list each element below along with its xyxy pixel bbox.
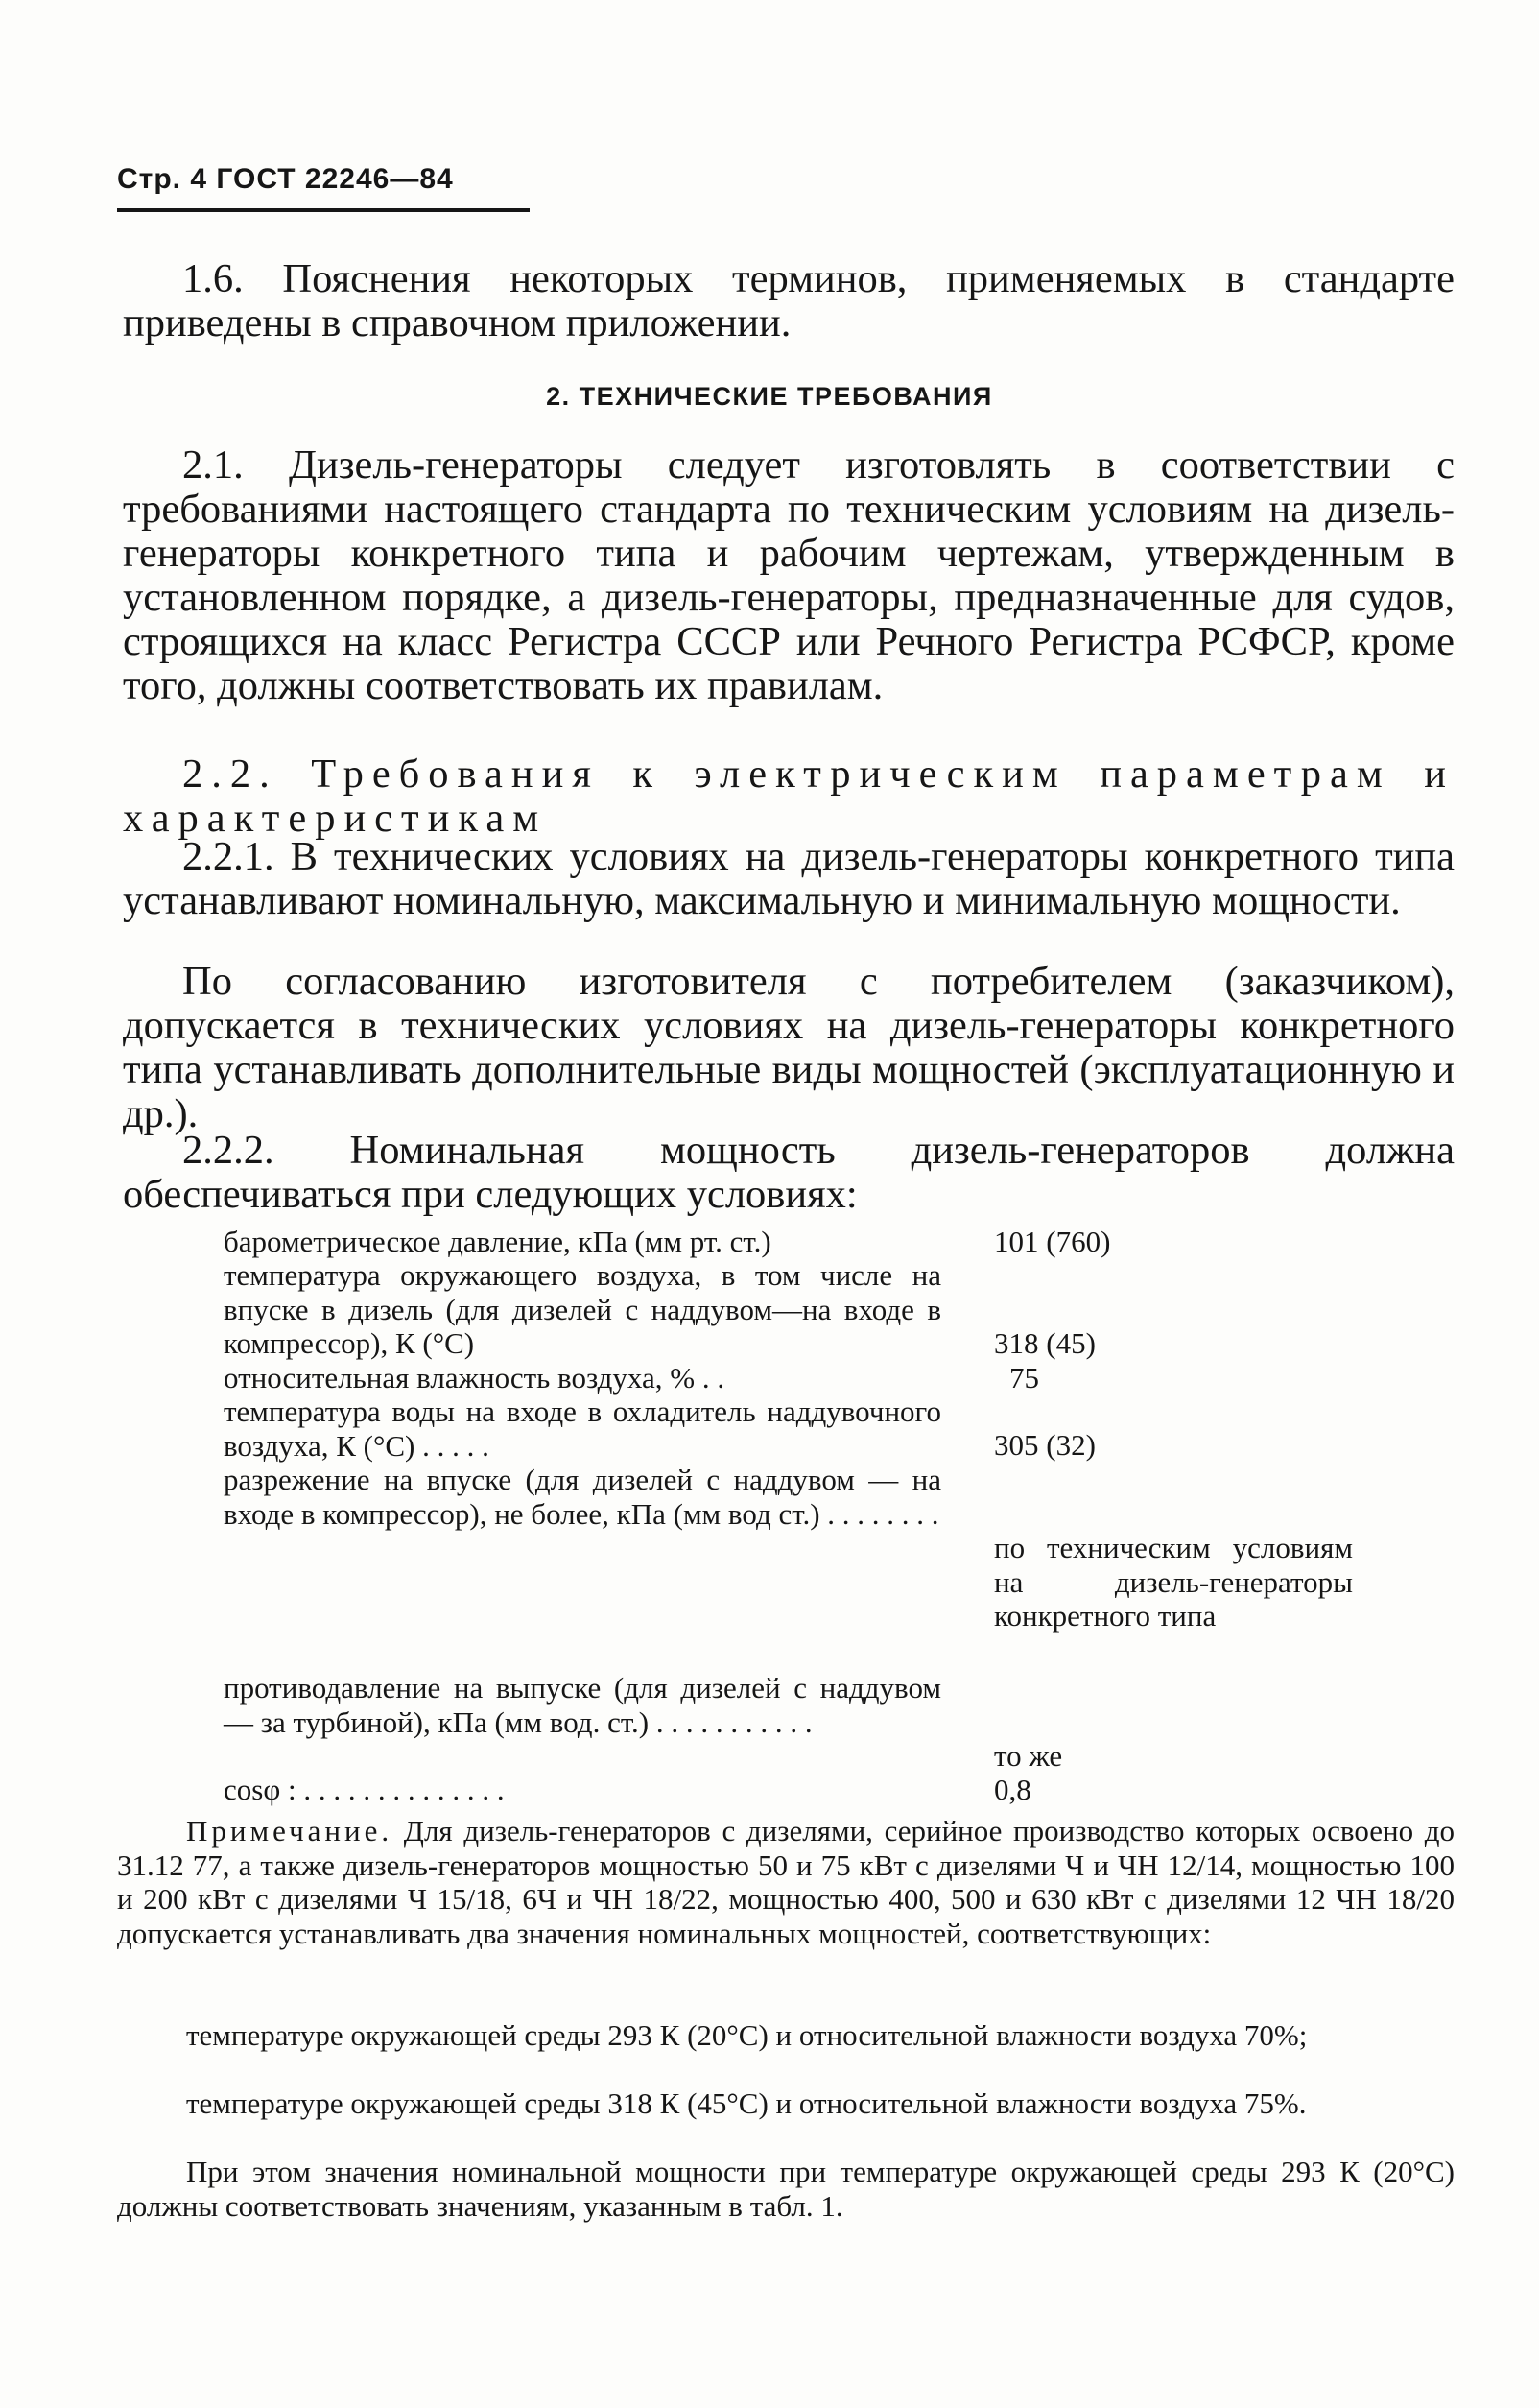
note-final: При этом значения номинальной мощности при температуре окружающей среды 293 К (20°С) должны соответствовать значениям, указанным в табл. 1. (117, 2155, 1455, 2223)
paragraph-2-1: 2.1. Дизель-генераторы следует изготовлять в соответствии с требованиями настоящего стандарта по техническим условиям на дизель-генераторы конкретного типа и рабочим чертежам, утвержденным в установленном порядке, а дизель-генераторы, предназначенные для судов, строящихся на класс Регистра СССР или Речного Регистра РСФСР, кроме того, должны соответствовать их правилам. (123, 442, 1455, 708)
condition-label: температура окружающего воздуха, в том числе на впуске в дизель (для дизелей с наддувом—на входе в компрессор), К (°С) (224, 1258, 941, 1360)
note-lead: Примечание. (186, 1814, 393, 1848)
condition-label: температура воды на входе в охладитель наддувочного воздуха, К (°С) . . . . . (224, 1395, 941, 1463)
section-title: 2. ТЕХНИЧЕСКИЕ ТРЕБОВАНИЯ (546, 382, 993, 411)
header-rule (117, 208, 530, 212)
condition-label: противодавление на выпуске (для дизелей с наддувом — за турбиной), кПа (мм вод. ст.) . . . . . . . . . . . (224, 1671, 941, 1739)
note-paragraph (117, 1814, 1455, 1950)
note-item-1: температуре окружающей среды 293 К (20°С) и относительной влажности воздуха 70%; (186, 2018, 1308, 2052)
paragraph-agreement: По согласованию изготовителя с потребителем (заказчиком), допускается в технических условиях на дизель-генераторы конкретного типа устанавливать дополнительные виды мощностей (эксплуатационную и др.). (123, 959, 1455, 1136)
condition-value: 75 (1009, 1361, 1039, 1395)
condition-value: то же (994, 1739, 1063, 1773)
condition-label: относительная влажность воздуха, % . . (224, 1361, 725, 1395)
condition-label: cosφ : . . . . . . . . . . . . . . (224, 1773, 505, 1806)
paragraph-2-2-1: 2.2.1. В технических условиях на дизель-генераторы конкретного типа устанавливают номинальную, максимальную и минимальную мощности. (123, 834, 1455, 923)
condition-value: 0,8 (994, 1773, 1031, 1806)
paragraph-1-6: 1.6. Пояснения некоторых терминов, применяемых в стандарте приведены в справочном приложении. (123, 256, 1455, 346)
condition-value: 318 (45) (994, 1326, 1096, 1360)
paragraph-2-2: 2.2. Требования к электрическим параметрам и характеристикам (123, 751, 1455, 841)
page-header: Стр. 4 ГОСТ 22246—84 (117, 163, 454, 195)
condition-value: 101 (760) (994, 1225, 1111, 1258)
paragraph-2-2-2: 2.2.2. Номинальная мощность дизель-генераторов должна обеспечиваться при следующих условиях: (123, 1128, 1455, 1217)
condition-label: барометрическое давление, кПа (мм рт. ст.) (224, 1225, 771, 1258)
condition-label: разрежение на впуске (для дизелей с наддувом — на входе в компрессор), не более, кПа (мм вод ст.) . . . . . . . . (224, 1463, 941, 1531)
condition-value: по техническим условиям на дизель-генераторы конкретного типа (994, 1531, 1353, 1633)
condition-value: 305 (32) (994, 1428, 1096, 1462)
note-item-2: температуре окружающей среды 318 К (45°С) и относительной влажности воздуха 75%. (186, 2086, 1307, 2120)
note-text: Для дизель-генераторов с дизелями, серийное производство которых освоено до 31.12 77, а также дизель-генераторов мощностью 50 и 75 кВт с дизелями Ч и ЧН 12/14, мощностью 100 и 200 кВт с дизелями Ч 15/18, 6Ч и ЧН 18/22, мощностью 400, 500 и 630 кВт с дизелями 12 ЧН 18/20 допускается устанавливать два значения номинальных мощностей, соответствующих: (117, 1814, 1456, 1950)
